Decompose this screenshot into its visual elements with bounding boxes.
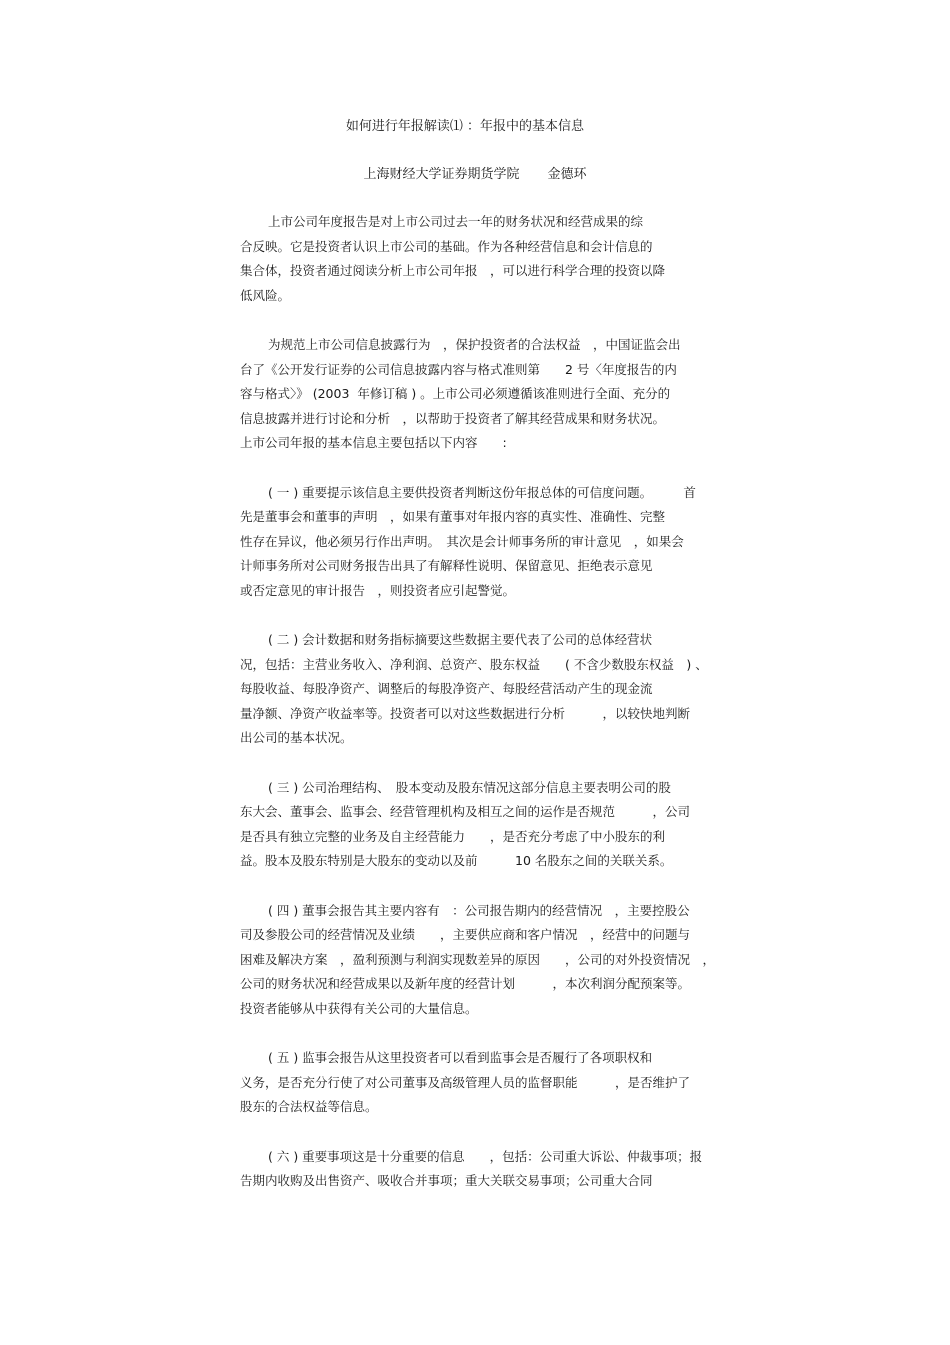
- paragraph: [240, 210, 710, 308]
- paragraph-line: 告期内收购及出售资产、吸收合并事项；重大关联交易事项；公司重大合同: [240, 1173, 653, 1189]
- paragraph: [240, 481, 710, 604]
- paragraph-line: 计师事务所对公司财务报告出具了有解释性说明、保留意见、拒绝表示意见: [240, 558, 653, 574]
- paragraph-line: ( 四 ) 董事会报告其主要内容有 ：公司报告期内的经营情况 ，主要控股公: [268, 902, 690, 918]
- paragraph-line: 容与格式〉》 (2003 年修订稿 ) 。上市公司必须遵循该准则进行全面、充分的: [240, 386, 671, 402]
- paragraph-line: ( 五 ) 监事会报告从这里投资者可以看到监事会是否履行了各项职权和: [268, 1050, 653, 1066]
- paragraph-line: 司及参股公司的经营情况及业绩 ，主要供应商和客户情况 ，经营中的问题与: [240, 927, 691, 943]
- paragraph-line: 困难及解决方案 ，盈利预测与利润实现数差异的原因 ，公司的对外投资情况 ，: [240, 951, 716, 967]
- paragraph-line: 况，包括：主营业务收入、净利润、总资产、股东权益 ( 不含少数股东权益 ) 、: [240, 656, 708, 672]
- document-body: [240, 210, 716, 1218]
- paragraph-line: 是否具有独立完整的业务及自主经营能力 ，是否充分考虑了中小股东的利: [240, 828, 666, 844]
- document-title: 如何进行年报解读⑴ ：年报中的基本信息: [345, 119, 585, 134]
- paragraph-line: 集合体，投资者通过阅读分析上市公司年报 ，可以进行科学合理的投资以降: [240, 263, 666, 279]
- author-line: [0, 166, 950, 184]
- paragraph-line: 上市公司年度报告是对上市公司过去一年的财务状况和经营成果的综: [268, 214, 644, 229]
- paragraph-line: 台了《公开发行证券的公司信息披露内容与格式准则第 2 号〈年度报告的内: [240, 361, 677, 377]
- paragraph-line: 为规范上市公司信息披露行为 ，保护投资者的合法权益 ，中国证监会出: [268, 336, 681, 352]
- author-name: 金德环: [547, 167, 587, 182]
- paragraph-line: 义务，是否充分行使了对公司董事及高级管理人员的监督职能 ，是否维护了: [240, 1074, 691, 1090]
- paragraph: [240, 1046, 710, 1120]
- paragraph: [240, 333, 710, 456]
- paragraph-line: 股东的合法权益等信息。: [240, 1099, 378, 1115]
- paragraph-line: 低风险。: [240, 287, 291, 303]
- paragraph-line: 性存在异议，他必须另行作出声明。 其次是会计师事务所的审计意见 ，如果会: [240, 533, 684, 549]
- paragraph-line: ( 二 ) 会计数据和财务指标摘要这些数据主要代表了公司的总体经营状: [268, 632, 653, 648]
- paragraph-line: 公司的财务状况和经营成果以及新年度的经营计划 ，本次利润分配预案等。: [240, 976, 691, 992]
- paragraph-line: 东大会、董事会、监事会、经营管理机构及相互之间的运作是否规范 ，公司: [240, 804, 691, 820]
- paragraph-line: 或否定意见的审计报告 ，则投资者应引起警觉。: [240, 582, 516, 598]
- author-institution: 上海财经大学证券期货学院: [363, 167, 520, 182]
- paragraph-line: 先是董事会和董事的声明 ，如果有董事对年报内容的真实性、准确性、完整: [240, 509, 666, 525]
- paragraph-line: 出公司的基本状况。: [240, 730, 353, 746]
- paragraph-line: 每股收益、每股净资产、调整后的每股净资产、每股经营活动产生的现金流: [240, 681, 653, 697]
- paragraph-line: 信息披露并进行讨论和分析 ，以帮助于投资者了解其经营成果和财务状况。: [240, 410, 666, 426]
- paragraph: [240, 899, 716, 1022]
- paragraph: [240, 628, 710, 751]
- paragraph-line: 合反映。它是投资者认识上市公司的基础。作为各种经营信息和会计信息的: [240, 238, 653, 254]
- paragraph-line: 益。股本及股东特别是大股东的变动以及前 10 名股东之间的关联关系。: [240, 853, 673, 869]
- paragraph: [240, 1145, 710, 1194]
- paragraph-line: ( 一 ) 重要提示该信息主要供投资者判断这份年报总体的可信度问题。 首: [268, 484, 696, 500]
- paragraph: [240, 776, 710, 874]
- paragraph-line: 上市公司年报的基本信息主要包括以下内容 :: [240, 435, 507, 451]
- paragraph-line: ( 三 ) 公司治理结构、 股本变动及股东情况这部分信息主要表明公司的股: [268, 779, 671, 795]
- paragraph-line: ( 六 ) 重要事项这是十分重要的信息 ，包括：公司重大诉讼、仲裁事项；报: [268, 1148, 703, 1164]
- paragraph-line: 量净额、净资产收益率等。投资者可以对这些数据进行分析 ，以较快地判断: [240, 705, 691, 721]
- paragraph-line: 投资者能够从中获得有关公司的大量信息。: [240, 1001, 478, 1016]
